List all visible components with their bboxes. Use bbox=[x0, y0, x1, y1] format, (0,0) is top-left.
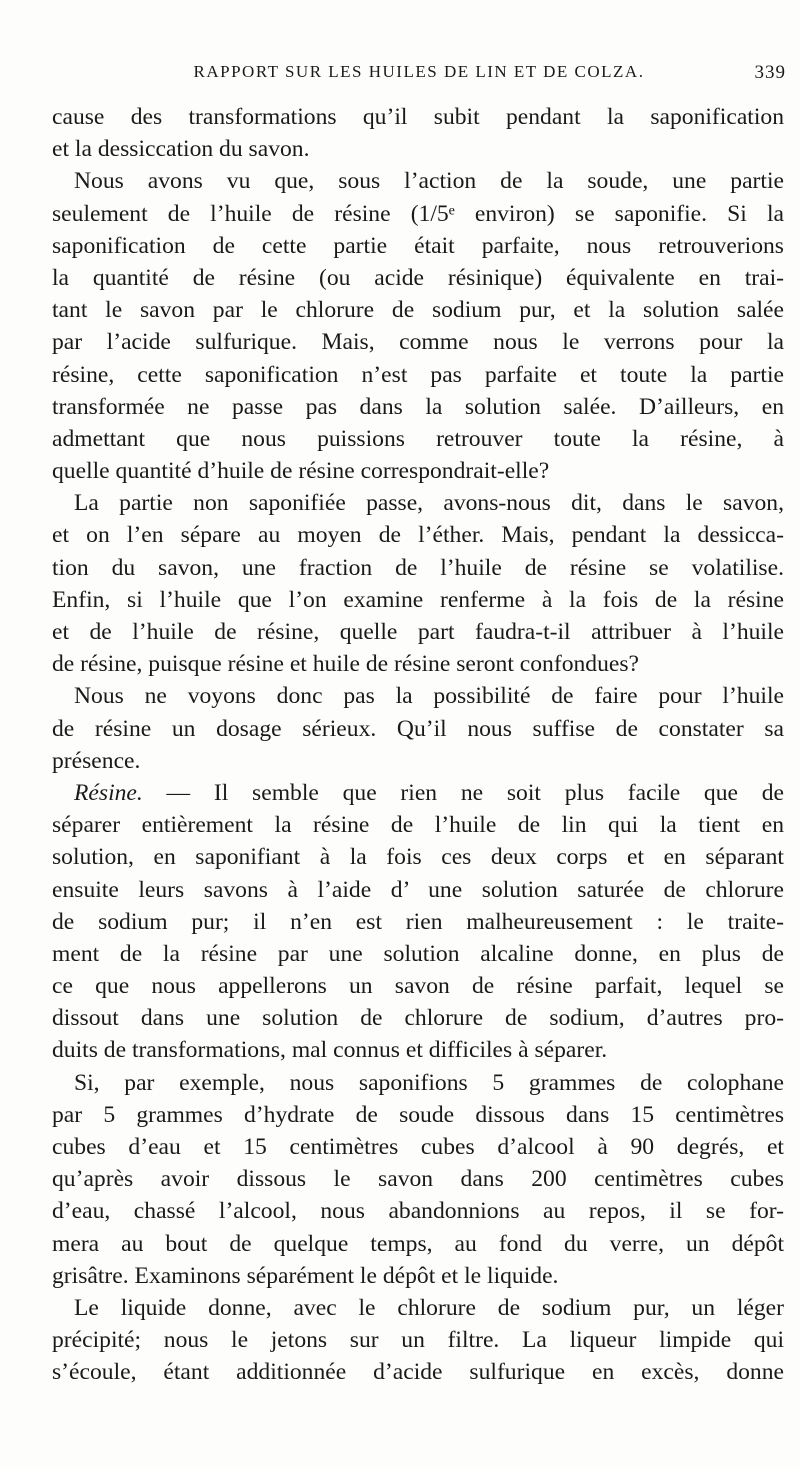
body-text bbox=[52, 101, 784, 1389]
line-text: quelle quantité d’huile de résine correspondrait-elle? bbox=[52, 458, 550, 485]
line-text: seulement de l’huile de résine (1/5ᵉ environ) se saponifie. Si la bbox=[52, 200, 784, 227]
line-text: Nous ne voyons donc pas la possibilité de faire pour l’huile bbox=[74, 683, 784, 710]
text-line bbox=[52, 230, 784, 262]
line-text: dissout dans une solution de chlorure de sodium, d’autres pro- bbox=[52, 1005, 784, 1032]
line-text: qu’après avoir dissous le savon dans 200 centimètres cubes bbox=[52, 1166, 784, 1193]
text-line bbox=[52, 1002, 784, 1034]
text-line bbox=[52, 616, 784, 648]
line-text: présence. bbox=[52, 747, 141, 774]
text-line bbox=[52, 584, 784, 616]
line-text: cubes d’eau et 15 centimètres cubes d’alcool à 90 degrés, et bbox=[52, 1134, 784, 1160]
line-text: et la dessiccation du savon. bbox=[52, 136, 310, 163]
text-line bbox=[52, 1163, 784, 1195]
line-text: d’eau, chassé l’alcool, nous abandonnions au repos, il se for- bbox=[52, 1198, 784, 1225]
line-text: de résine, puisque résine et huile de résine seront confondues? bbox=[52, 651, 640, 678]
line-text: Le liquide donne, avec le chlorure de sodium pur, un léger bbox=[74, 1294, 784, 1321]
line-text: par l’acide sulfurique. Mais, comme nous le verrons pour la bbox=[52, 329, 784, 356]
text-line bbox=[52, 713, 784, 745]
text-line bbox=[52, 198, 784, 230]
line-text: duits de transformations, mal connus et difficiles à séparer. bbox=[52, 1037, 608, 1064]
text-line bbox=[52, 519, 784, 551]
line-text: Si, par exemple, nous saponifions 5 grammes de colophane bbox=[74, 1069, 784, 1096]
line-text: solution, en saponifiant à la fois ces deux corps et en séparant bbox=[52, 844, 784, 871]
text-line bbox=[52, 1356, 784, 1388]
line-text: de résine un dosage sérieux. Qu’il nous suffise de constater sa bbox=[52, 715, 784, 742]
line-text: précipité; nous le jetons sur un filtre. La liqueur limpide qui bbox=[52, 1327, 784, 1354]
text-line bbox=[52, 1292, 784, 1324]
line-text: tion du savon, une fraction de l’huile de résine se volatilise. bbox=[52, 554, 784, 581]
text-line bbox=[52, 133, 784, 165]
line-text: par 5 grammes d’hydrate de soude dissous dans 15 centimètres bbox=[52, 1101, 784, 1128]
line-text: tant le savon par le chlorure de sodium pur, et la solution salée bbox=[52, 297, 784, 324]
running-head: RAPPORT SUR LES HUILES DE LIN ET DE COLZA. bbox=[193, 62, 645, 81]
line-text: résine, cette saponification n’est pas parfaite et toute la partie bbox=[52, 361, 784, 388]
text-line bbox=[52, 1324, 784, 1356]
page-header bbox=[52, 62, 786, 92]
text-line bbox=[52, 841, 784, 873]
section-heading: Résine. bbox=[74, 779, 143, 806]
line-text: et de l’huile de résine, quelle part faudra-t-il attribuer à l’huile bbox=[52, 619, 784, 645]
line-text: grisâtre. Examinons séparément le dépôt et le liquide. bbox=[52, 1262, 559, 1289]
line-text: ment de la résine par une solution alcaline donne, en plus de bbox=[52, 940, 784, 967]
text-line bbox=[52, 777, 784, 809]
text-line bbox=[52, 1034, 784, 1066]
text-line bbox=[52, 552, 784, 584]
text-line bbox=[52, 906, 784, 938]
text-line bbox=[52, 359, 784, 391]
line-text: de sodium pur; il n’en est rien malheureusement : le traite- bbox=[52, 908, 784, 935]
line-text: et on l’en sépare au moyen de l’éther. Mais, pendant la dessicca- bbox=[52, 522, 784, 549]
text-line bbox=[52, 455, 784, 487]
line-text: transformée ne passe pas dans la solution salée. D’ailleurs, en bbox=[52, 393, 784, 420]
line-text: cause des transformations qu’il subit pendant la saponification bbox=[52, 104, 784, 130]
text-line bbox=[52, 326, 784, 358]
line-text: séparer entièrement la résine de l’huile de lin qui la tient en bbox=[52, 812, 784, 839]
page-number: 339 bbox=[754, 62, 786, 83]
text-line bbox=[52, 423, 784, 455]
text-line bbox=[52, 165, 784, 197]
line-text: la quantité de résine (ou acide résinique) équivalente en trai- bbox=[52, 264, 784, 291]
line-text: saponification de cette partie était parfaite, nous retrouverions bbox=[52, 232, 784, 259]
text-line bbox=[52, 680, 784, 712]
line-text: La partie non saponifiée passe, avons-nous dit, dans le savon, bbox=[74, 490, 784, 517]
line-text: Enfin, si l’huile que l’on examine renferme à la fois de la résine bbox=[52, 586, 784, 613]
line-text: — Il semble que rien ne soit plus facile que de bbox=[166, 779, 784, 806]
text-line bbox=[52, 1228, 784, 1260]
text-line bbox=[52, 1099, 784, 1131]
text-line bbox=[52, 1067, 784, 1099]
line-text: s’écoule, étant additionnée d’acide sulfurique en excès, donne bbox=[52, 1359, 784, 1386]
text-line bbox=[52, 970, 784, 1002]
text-line bbox=[52, 1195, 784, 1227]
line-text: admettant que nous puissions retrouver toute la résine, à bbox=[52, 425, 784, 452]
text-line bbox=[52, 745, 784, 777]
line-text: mera au bout de quelque temps, au fond du verre, un dépôt bbox=[52, 1230, 784, 1257]
text-line bbox=[52, 1260, 784, 1292]
text-line bbox=[52, 487, 784, 519]
text-line bbox=[52, 294, 784, 326]
text-line bbox=[52, 809, 784, 841]
text-line bbox=[52, 101, 784, 133]
text-line bbox=[52, 391, 784, 423]
text-line bbox=[52, 262, 784, 294]
text-line bbox=[52, 874, 784, 906]
text-line bbox=[52, 938, 784, 970]
text-line bbox=[52, 648, 784, 680]
text-line bbox=[52, 1131, 784, 1163]
line-text: ensuite leurs savons à l’aide d’ une solution saturée de chlorure bbox=[52, 876, 784, 903]
line-text: ce que nous appellerons un savon de résine parfait, lequel se bbox=[52, 973, 784, 1000]
line-text: Nous avons vu que, sous l’action de la soude, une partie bbox=[74, 168, 784, 195]
